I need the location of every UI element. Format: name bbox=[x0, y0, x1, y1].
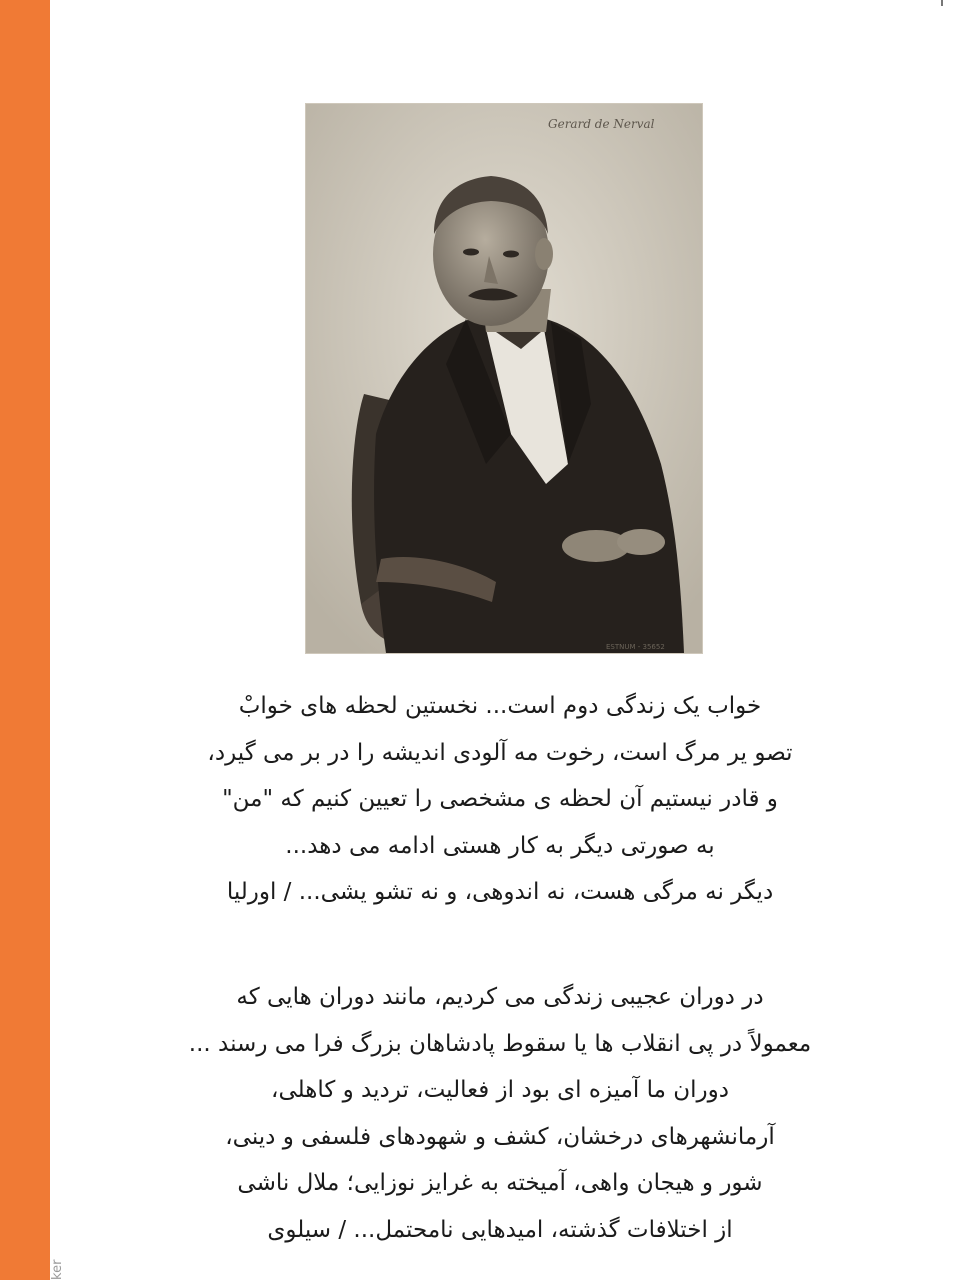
photo-signature: Gerard de Nerval bbox=[548, 117, 655, 131]
poem-line: و قادر نیستیم آن لحظه ی مشخصی را تعیین کنیم که "من" bbox=[222, 786, 778, 812]
page-edge-mark bbox=[941, 0, 943, 6]
poem-line: شور و هیجان واهی، آمیخته به غرایز نوزایی؛ ملال ناشی bbox=[237, 1170, 763, 1196]
poem-block-aurelia bbox=[150, 683, 850, 916]
side-label: ker bbox=[50, 1259, 65, 1280]
poem-line: به صورتی دیگر به کار هستی ادامه می دهد... bbox=[285, 832, 715, 859]
poem-line: تصو یر مرگ است، رخوت مه آلودی اندیشه را در بر می گیرد، bbox=[207, 739, 793, 766]
poem-line: آرمانشهرهای درخشان، کشف و شهودهای فلسفی و دینی، bbox=[225, 1123, 775, 1150]
poem-line: خواب یک زندگی دوم است... نخستین لحظه های خوابْ bbox=[238, 693, 762, 719]
poem-line: معمولاً در پی انقلاب ها یا سقوط پادشاهان بزرگ فرا می رسند ... bbox=[188, 1030, 812, 1057]
poem-block-sylvie bbox=[140, 974, 860, 1253]
photo-stamp: ESTNUM - 35652 bbox=[606, 643, 665, 651]
poem-line: در دوران عجیبی زندگی می کردیم، مانند دوران هایی که bbox=[236, 984, 764, 1010]
poem-line: از اختلافات گذشته، امیدهایی نامحتمل... / سیلوی bbox=[267, 1216, 733, 1243]
poem-line: دیگر نه مرگی هست، نه اندوهی، و نه تشو یشی... / اورلیا bbox=[226, 879, 774, 905]
portrait-photo bbox=[305, 103, 703, 654]
portrait-illustration bbox=[306, 104, 702, 653]
orange-side-bar bbox=[0, 0, 50, 1280]
poem-line: دوران ما آمیزه ای بود از فعالیت، تردید و کاهلی، bbox=[271, 1077, 729, 1103]
